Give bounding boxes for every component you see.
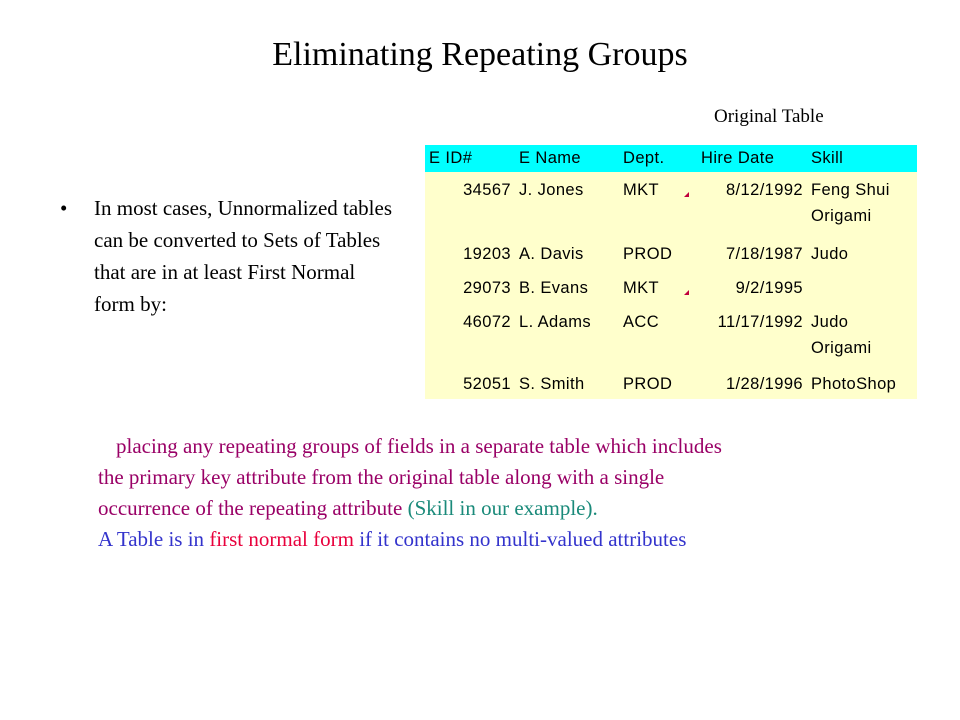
table-caption: Original Table [714,106,824,127]
page-title: Eliminating Repeating Groups [272,36,688,73]
cell-dept [619,270,691,304]
table-header-row [425,145,917,172]
table-row [425,270,917,304]
para-example-text: (Skill in our example). [407,496,598,520]
para-text: occurrence of the repeating attribute [98,496,408,520]
para-line [98,524,918,555]
cell-skill [807,304,917,366]
cell-hire-date: 8/12/1992 [725,181,803,199]
cell-dept: ACC [623,313,660,331]
header-skill: Skill [811,149,844,167]
cell-eid: 46072 [463,313,511,331]
cell-hire-date: 7/18/1987 [725,245,803,263]
skill-item: Origami [811,207,872,225]
para-text: the primary key attribute from the original table along with a single [98,465,665,489]
explanation-paragraph [98,431,918,555]
header-ename: E Name [519,149,582,167]
skill-item: Judo [811,313,849,331]
table-row [425,304,917,366]
table-row [425,366,917,399]
cell-ename: S. Smith [519,375,585,393]
bullet-text: In most cases, Unnormalized tables can be converted to Sets of Tables that are in at least First Normal form by: [94,196,392,316]
para-text: A Table is in [98,527,210,551]
table-row [425,236,917,270]
cell-skill [807,172,917,236]
cell-hire-date: 11/17/1992 [717,313,803,331]
cell-ename: J. Jones [519,181,584,199]
comment-marker-icon [684,192,689,197]
cell-ename: A. Davis [519,245,584,263]
cell-dept [619,172,691,236]
cell-skill [807,366,917,399]
table-row [425,172,917,236]
header-eid: E ID# [429,149,473,167]
cell-eid: 52051 [463,375,511,393]
dept-text: MKT [623,181,660,199]
cell-dept: PROD [623,245,673,263]
header-hire-date: Hire Date [701,149,775,167]
cell-hire-date: 1/28/1996 [725,375,803,393]
dept-text: MKT [623,279,660,297]
cell-ename: L. Adams [519,313,591,331]
cell-dept: PROD [623,375,673,393]
cell-eid: 34567 [463,181,511,199]
cell-eid: 29073 [463,279,511,297]
bullet-icon: • [60,196,68,220]
skill-item: Judo [811,245,849,263]
cell-skill [807,270,917,304]
para-text: if it contains no multi-valued attributes [353,527,687,551]
para-line [98,431,918,462]
skill-item: Origami [811,339,872,357]
cell-skill [807,236,917,270]
skill-item: Feng Shui [811,181,890,199]
para-line [98,493,918,524]
header-dept: Dept. [623,149,665,167]
para-line [98,462,918,493]
skill-item: PhotoShop [811,375,897,393]
cell-hire-date: 9/2/1995 [735,279,803,297]
term-first-normal-form: first normal form [209,527,354,551]
para-text: placing any repeating groups of fields in a separate table which includes [116,434,722,458]
cell-ename: B. Evans [519,279,589,297]
comment-marker-icon [684,290,689,295]
cell-eid: 19203 [463,245,511,263]
original-table [425,145,917,399]
